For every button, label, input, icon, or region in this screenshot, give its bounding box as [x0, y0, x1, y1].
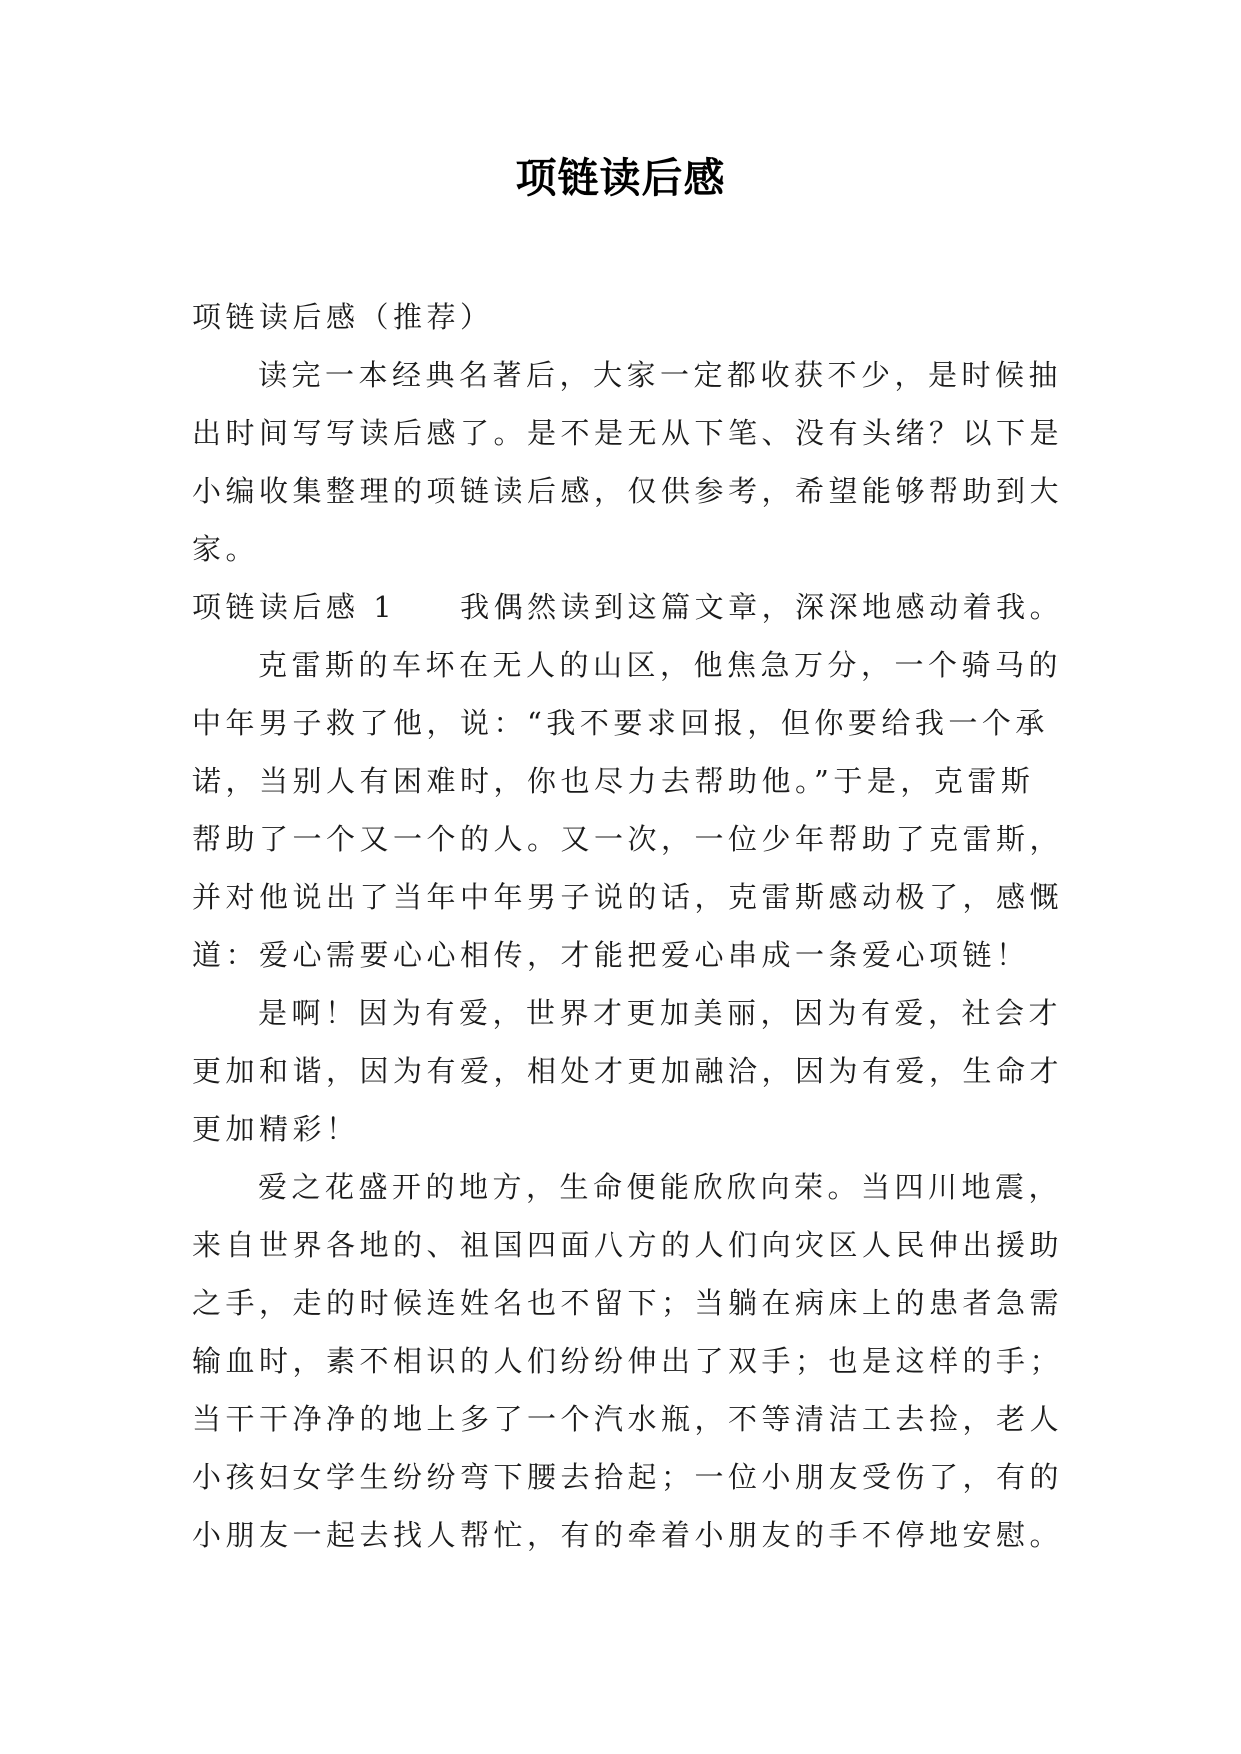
body-line: 并对他说出了当年中年男子说的话，克雷斯感动极了，感慨: [192, 880, 1064, 914]
body-line: 克雷斯的车坏在无人的山区，他焦急万分，一个骑马的: [258, 648, 1063, 682]
section-heading-line: [192, 578, 1064, 636]
intro-line: 出时间写写读后感了。是不是无从下笔、没有头绪？以下是: [192, 416, 1064, 450]
body-line: 爱之花盛开的地方，生命便能欣欣向荣。当四川地震，: [258, 1170, 1063, 1204]
section-heading-text: 我偶然读到这篇文章，深深地感动着我。: [460, 590, 1064, 624]
body-line: 更加精彩！: [192, 1112, 360, 1146]
body-line: 输血时，素不相识的人们纷纷伸出了双手；也是这样的手；: [192, 1344, 1064, 1378]
intro-line: 读完一本经典名著后，大家一定都收获不少，是时候抽: [258, 358, 1063, 392]
body-line: 小孩妇女学生纷纷弯下腰去拾起；一位小朋友受伤了，有的: [192, 1460, 1064, 1494]
body-line: 是啊！因为有爱，世界才更加美丽，因为有爱，社会才: [258, 996, 1063, 1030]
body-line: 帮助了一个又一个的人。又一次，一位少年帮助了克雷斯，: [192, 822, 1064, 856]
intro-line: 项链读后感（推荐）: [192, 300, 494, 334]
body-line: 中年男子救了他，说：“我不要求回报，但你要给我一个承: [192, 706, 1049, 740]
body-line: 之手，走的时候连姓名也不留下；当躺在病床上的患者急需: [192, 1286, 1064, 1320]
body-line: 更加和谐，因为有爱，相处才更加融洽，因为有爱，生命才: [192, 1054, 1064, 1088]
document-body: [192, 288, 1064, 1564]
body-line: 来自世界各地的、祖国四面八方的人们向灾区人民伸出援助: [192, 1228, 1064, 1262]
section-heading-label: 项链读后感 1: [192, 590, 397, 624]
intro-line: 家。: [192, 532, 260, 566]
intro-line: 小编收集整理的项链读后感，仅供参考，希望能够帮助到大: [192, 474, 1064, 508]
document-title: 项链读后感: [515, 154, 726, 202]
body-line: 诺，当别人有困难时，你也尽力去帮助他。”于是，克雷斯: [192, 764, 1035, 798]
body-line: 当干干净净的地上多了一个汽水瓶，不等清洁工去捡，老人: [192, 1402, 1064, 1436]
body-line: 小朋友一起去找人帮忙，有的牵着小朋友的手不停地安慰。: [192, 1518, 1064, 1552]
body-line: 道：爱心需要心心相传，才能把爱心串成一条爱心项链！: [192, 938, 1030, 972]
